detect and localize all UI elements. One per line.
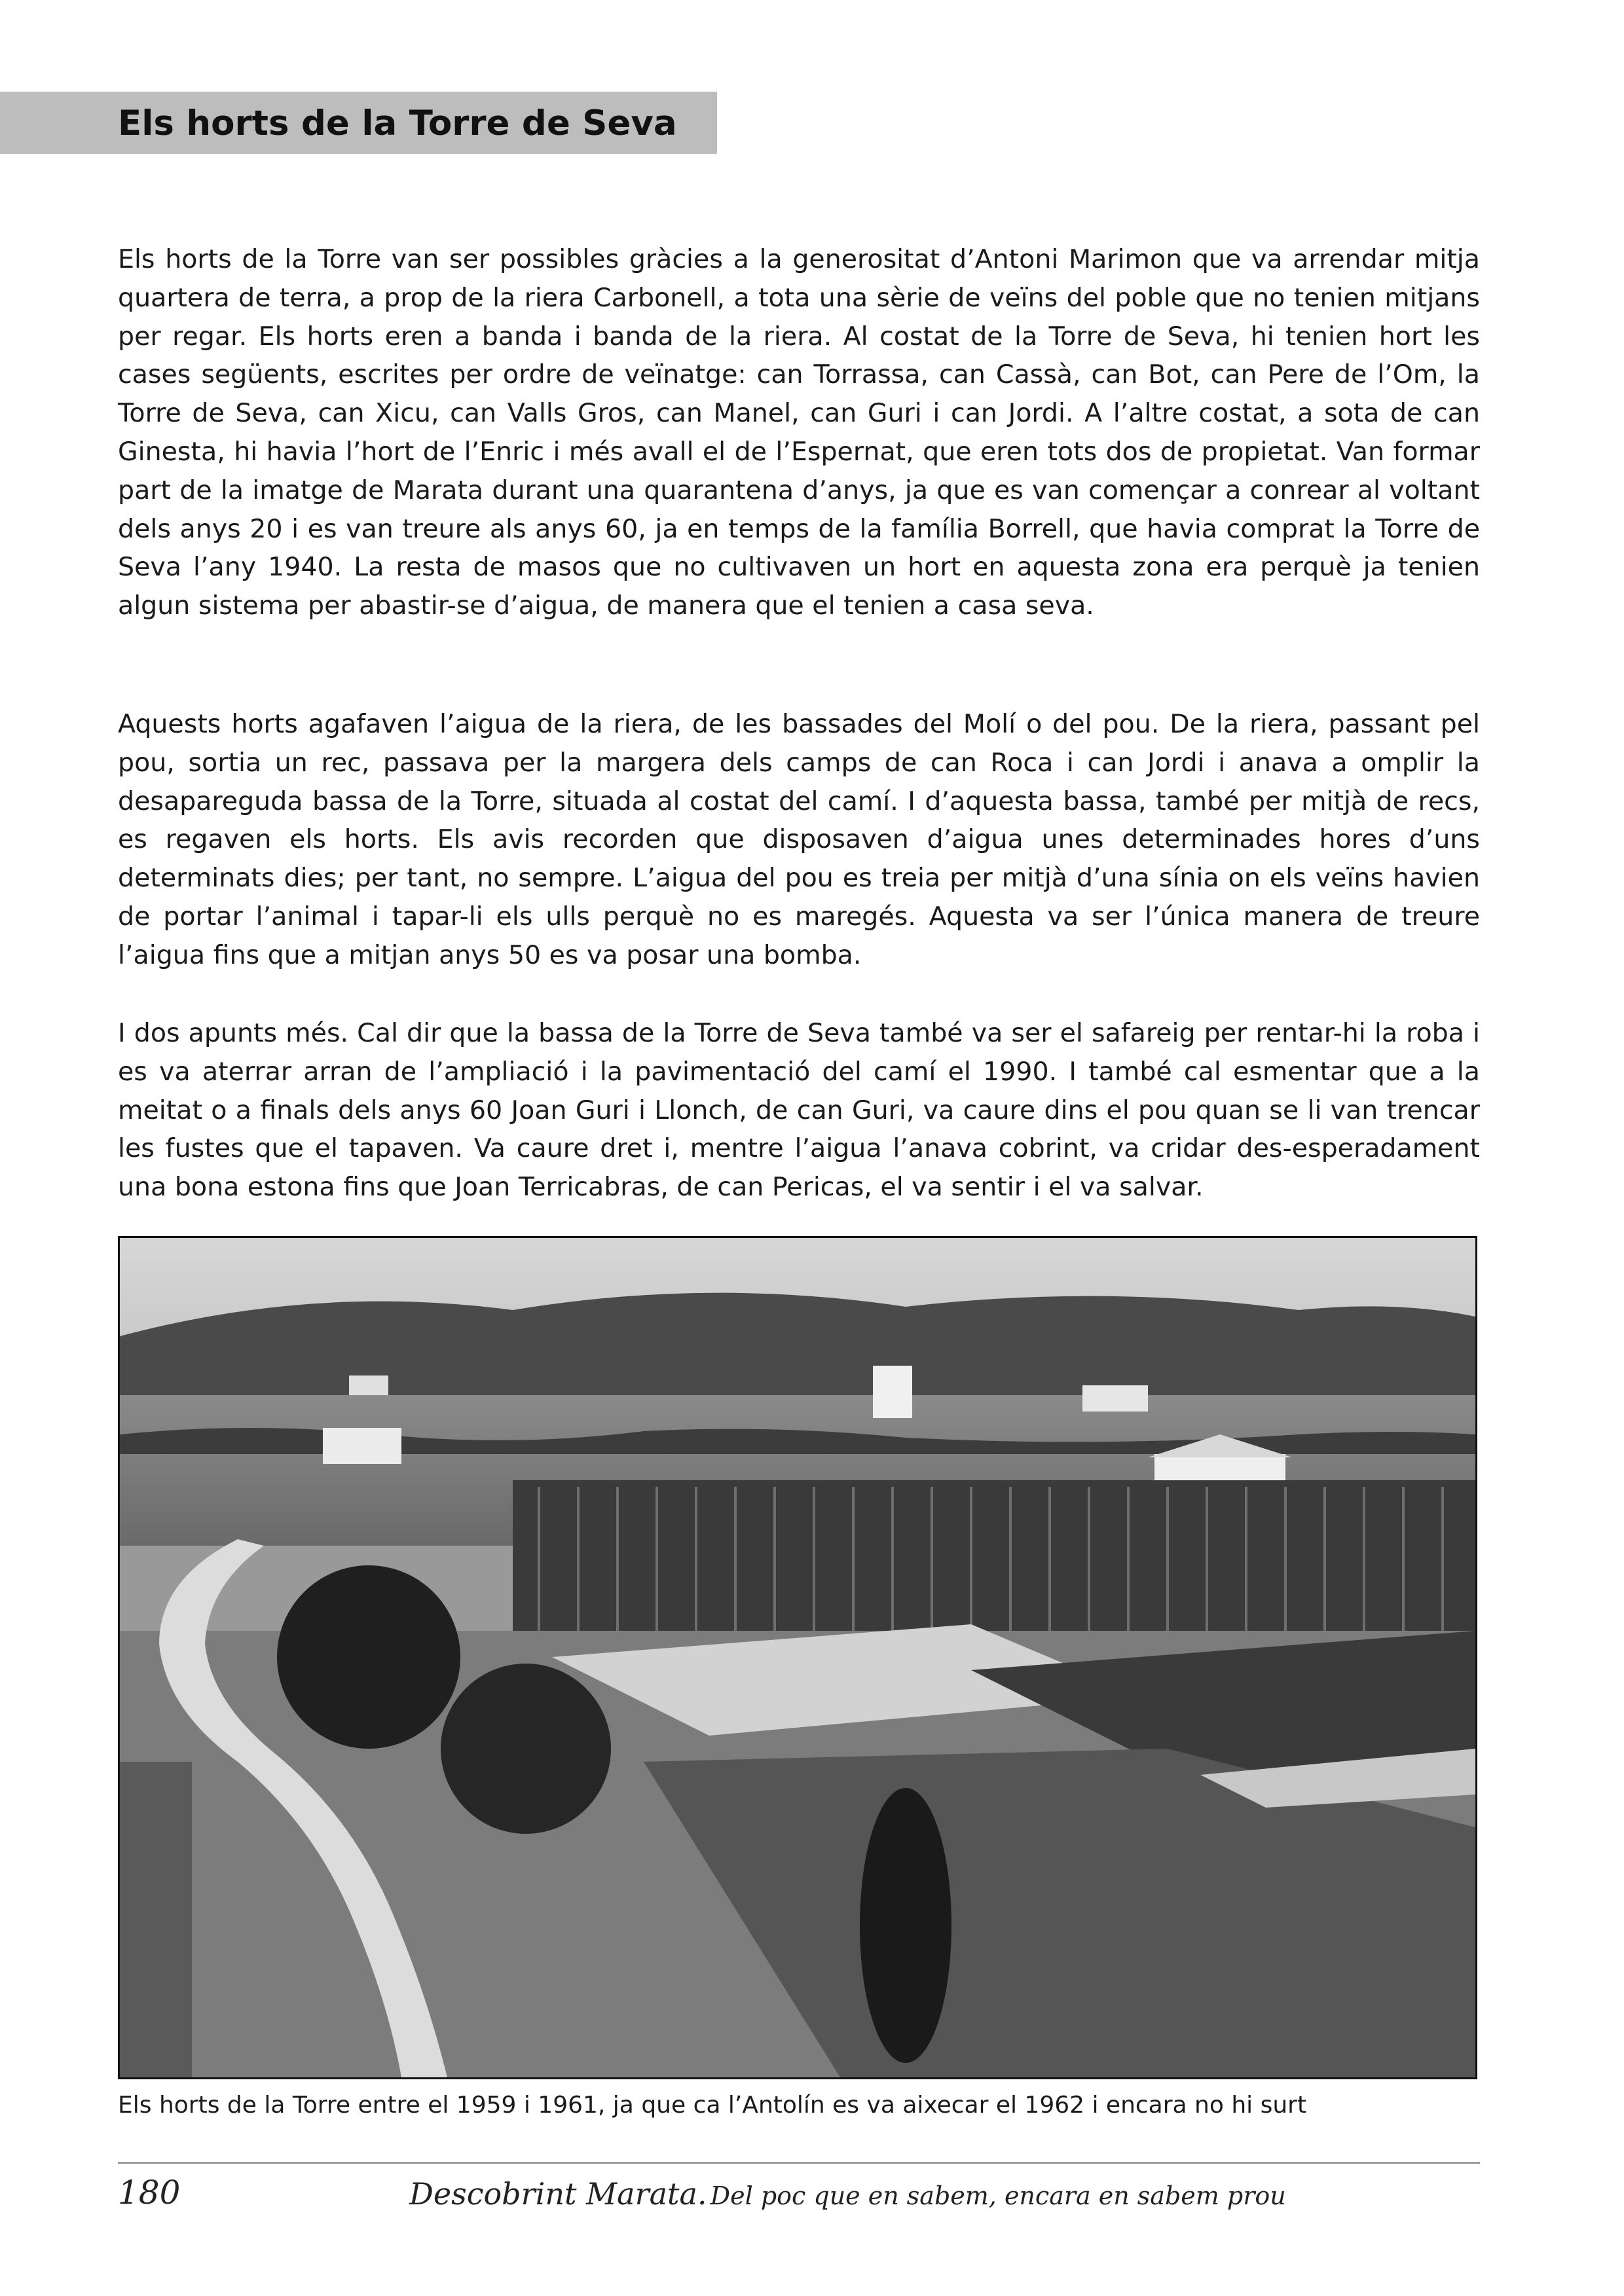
cypress-tree xyxy=(860,1788,951,2063)
small-tree-right xyxy=(1335,1824,1393,1883)
church xyxy=(873,1366,912,1418)
oak-tree xyxy=(277,1565,460,1749)
farmhouse-left xyxy=(323,1428,401,1464)
oak-tree-2 xyxy=(441,1664,611,1834)
book-title: Descobrint Marata. xyxy=(409,2176,707,2212)
footer-divider xyxy=(118,2162,1480,2164)
paragraph-2: Aquests horts agafaven l’aigua de la riera, de les bassades del Molí o del pou. De la riera, passant pel pou, sortia un rec, passava per la margera dels camps de can Roca i can Jordi i anava a omplir la desapareguda bassa de la Torre, situada al costat del camí. I d’aquesta bassa, també per mitjà de recs, es regaven els horts. Els avis recorden que disposaven d’aigua unes determinades hores d’uns determinats dies; per tant, no sempre. L’aigua del pou es treia per mitjà d’una sínia on els veïns havien de portar l’animal i tapar-li els ulls perquè no es maregés. Aquesta va ser l’única manera de treure l’aigua fins que a mitjan anys 50 es va posar una bomba. xyxy=(118,709,1480,970)
book-subtitle: Del poc que en sabem, encara en sabem prou xyxy=(710,2181,1286,2210)
page-number: 180 xyxy=(118,2174,181,2212)
photo-caption: Els horts de la Torre entre el 1959 i 1961, ja que ca l’Antolín es va aixecar el 1962 i encara no hi surt xyxy=(118,2092,1307,2119)
house-center xyxy=(1082,1385,1148,1412)
house-far-left xyxy=(349,1376,388,1395)
landscape-photo xyxy=(118,1236,1477,2079)
section-title: Els horts de la Torre de Seva xyxy=(118,103,677,143)
stone-wall xyxy=(120,1762,192,2077)
paragraph-3: I dos apunts més. Cal dir que la bassa de la Torre de Seva també va ser el safareig per rentar-hi la roba i es va aterrar arran de l’ampliació i la pavimentació del camí el 1990. I també cal esmentar que a la meitat o a finals dels anys 60 Joan Guri i Llonch, de can Guri, va caure dins el pou quan se li van trencar les fustes que el tapaven. Va caure dret i, mentre l’aigua l’anava cobrint, va cridar des-esperadament una bona estona fins que Joan Terricabras, de can Pericas, el va sentir i el va salvar. xyxy=(118,1018,1480,1203)
paragraph-1: Els horts de la Torre van ser possibles gràcies a la generositat d’Antoni Marimon que va arrendar mitja quartera de terra, a prop de la riera Carbonell, a tota una sèrie de veïns del poble que no tenien mitjans per regar. Els horts eren a banda i banda de la riera. Al costat de la Torre de Seva, hi tenien hort les cases següents, escrites per ordre de veïnatge: can Torrassa, can Cassà, can Bot, can Pere de l’Om, la Torre de Seva, can Xicu, can Valls Gros, can Manel, can Guri i can Jordi. A l’altre costat, a sota de can Ginesta, hi havia l’hort de l’Enric i més avall el de l’Espernat, que eren tots dos de propietat. Van formar part de la imatge de Marata durant una quarantena d’anys, ja que es van començar a conrear al voltant dels anys 20 i es van treure als anys 60, ja en temps de la família Borrell, que havia comprat la Torre de Seva l’any 1940. La resta de masos que no cultivaven un hort en aquesta zona era perquè ja tenien algun sistema per abastir-se d’aigua, de manera que el tenien a casa seva. xyxy=(118,244,1480,621)
running-title xyxy=(409,2176,1286,2212)
